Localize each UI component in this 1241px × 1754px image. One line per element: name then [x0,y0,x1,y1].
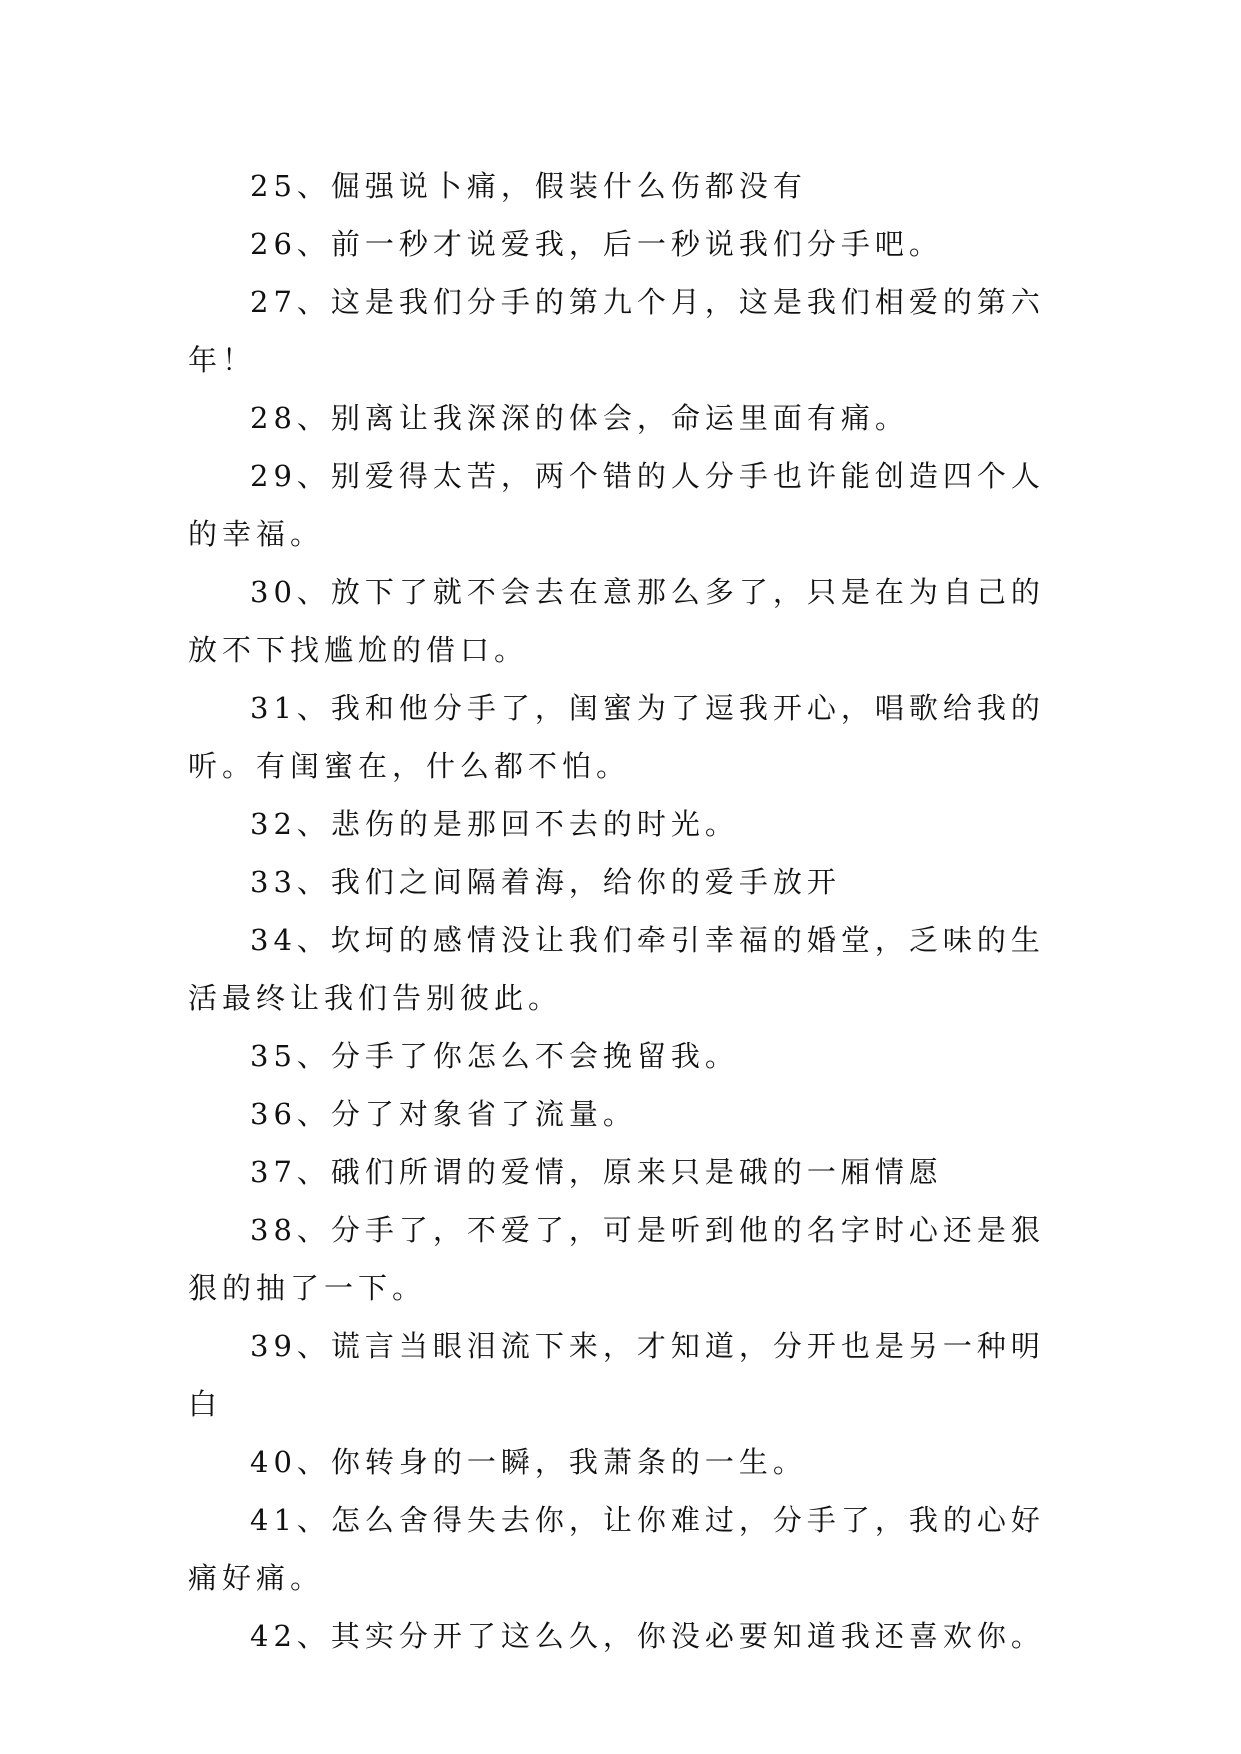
paragraph-42: 42、其实分开了这么久，你没必要知道我还喜欢你。 [250,1619,1045,1653]
paragraph-30: 30、放下了就不会去在意那么多了，只是在为自己的放不下找尴尬的借口。 [188,575,1045,667]
document-body [188,157,1058,1665]
paragraph-34: 34、坎坷的感情没让我们牵引幸福的婚堂，乏味的生活最终让我们告别彼此。 [188,923,1045,1015]
paragraph-36: 36、分了对象省了流量。 [250,1097,637,1131]
paragraph-29: 29、别爱得太苦，两个错的人分手也许能创造四个人的幸福。 [188,459,1045,551]
paragraph-37: 37、硪们所谓的爱情，原来只是硪的一厢情愿 [250,1155,943,1189]
paragraph-27: 27、这是我们分手的第九个月，这是我们相爱的第六年！ [188,285,1045,377]
paragraph-33: 33、我们之间隔着海，给你的爱手放开 [250,865,841,899]
paragraph-41: 41、怎么舍得失去你，让你难过，分手了，我的心好痛好痛。 [188,1503,1045,1595]
paragraph-25: 25、倔强说卜痛，假装什么伤都没有 [250,169,807,203]
paragraph-26: 26、前一秒才说爱我，后一秒说我们分手吧。 [250,227,943,261]
paragraph-38: 38、分手了，不爱了，可是听到他的名字时心还是狠狠的抽了一下。 [188,1213,1045,1305]
paragraph-40: 40、你转身的一瞬，我萧条的一生。 [250,1445,807,1479]
paragraph-39: 39、谎言当眼泪流下来，才知道，分开也是另一种明白 [188,1329,1045,1421]
paragraph-31: 31、我和他分手了，闺蜜为了逗我开心，唱歌给我的听。有闺蜜在，什么都不怕。 [188,691,1045,783]
paragraph-35: 35、分手了你怎么不会挽留我。 [250,1039,739,1073]
paragraph-28: 28、别离让我深深的体会，命运里面有痛。 [250,401,909,435]
paragraph-32: 32、悲伤的是那回不去的时光。 [250,807,739,841]
